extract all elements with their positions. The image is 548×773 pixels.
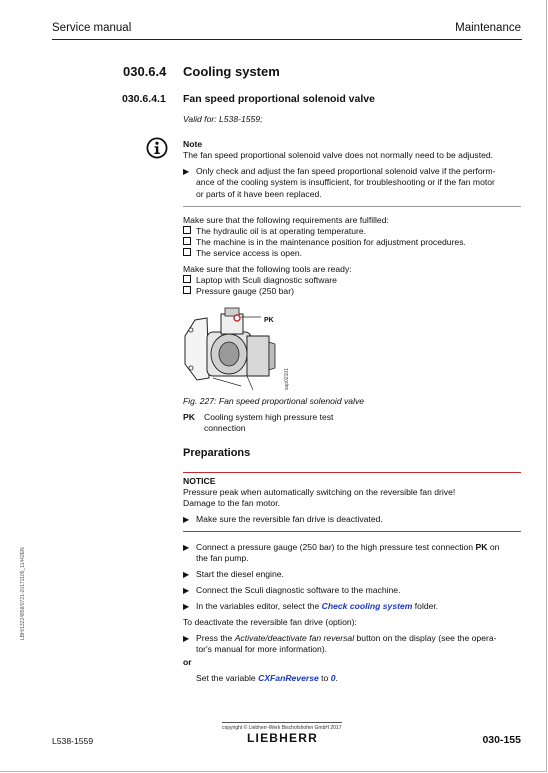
footer-model: L538-1559 (52, 736, 94, 746)
checkbox-icon (183, 286, 191, 294)
preparations-heading: Preparations (183, 447, 251, 459)
tool-item: Pressure gauge (250 bar) (183, 286, 294, 297)
triangle-bullet-icon: ▶ (183, 602, 190, 611)
tools-intro: Make sure that the following tools are ready: (183, 264, 352, 274)
note-text: The fan speed proportional solenoid valve does not normally need to be adjusted. (183, 150, 494, 160)
requirement-item: The hydraulic oil is at operating temperature. (183, 226, 366, 237)
note-title: Note (183, 139, 203, 149)
footer-rule (222, 722, 342, 723)
cxfanreverse-link[interactable]: CXFanReverse (258, 673, 319, 683)
notice-title: NOTICE (183, 476, 216, 486)
step-set-variable: Set the variable CXFanReverse to 0. (196, 673, 338, 683)
triangle-bullet-icon: ▶ (183, 167, 190, 176)
notice-bullet: ▶ Make sure the reversible fan drive is deactivated. (183, 514, 383, 524)
or-label: or (183, 657, 192, 667)
info-icon (146, 137, 168, 159)
check-cooling-system-link[interactable]: Check cooling system (321, 601, 413, 611)
triangle-bullet-icon: ▶ (183, 570, 190, 579)
notice-text: Pressure peak when automatically switching on the reversible fan drive! Damage to the fan motor. (183, 487, 456, 509)
header-right: Maintenance (455, 22, 521, 34)
figure-code: sap02101 (284, 368, 290, 390)
triangle-bullet-icon: ▶ (183, 634, 190, 643)
notice-bottom-rule (183, 531, 521, 532)
note-bullet: ▶ Only check and adjust the fan speed proportional solenoid valve if the perform- ance of the cooling system is insufficient, for troubleshooting or if the fan motor or parts of it have been replaced. (183, 166, 496, 199)
step-connect-gauge: ▶ Connect a pressure gauge (250 bar) to the high pressure test connection PK on the fan pump. (183, 542, 500, 564)
triangle-bullet-icon: ▶ (183, 515, 190, 524)
page-number: 030-155 (482, 734, 521, 746)
checkbox-icon (183, 275, 191, 283)
valid-for: Valid for: L538-1559; (183, 114, 263, 124)
triangle-bullet-icon: ▶ (183, 586, 190, 595)
step-start-engine: ▶ Start the diesel engine. (183, 569, 284, 579)
note-divider (183, 206, 521, 207)
requirements-intro: Make sure that the following requirements are fulfilled: (183, 215, 389, 225)
requirement-item: The service access is open. (183, 248, 302, 259)
step-select-folder: ▶ In the variables editor, select the Check cooling system folder. (183, 601, 439, 611)
section-title: Cooling system (183, 64, 280, 79)
liebherr-logo: LIEBHERR (247, 731, 318, 745)
section-number: 030.6.4 (123, 64, 167, 79)
figure-caption: Fig. 227: Fan speed proportional solenoid valve (183, 396, 365, 406)
notice-top-rule (183, 472, 521, 473)
triangle-bullet-icon: ▶ (183, 543, 190, 552)
requirement-item: The machine is in the maintenance position for adjustment procedures. (183, 237, 466, 248)
header-rule (52, 39, 522, 40)
footer-copyright: copyright © Liebherr-Werk Bischofshofen GmbH 2017 (222, 725, 342, 731)
side-document-code: LBH/13224858/0721-20171105_11442EN (20, 547, 26, 640)
legend-text: Cooling system high pressure test connection (204, 412, 334, 434)
deactivate-intro: To deactivate the reversible fan drive (option): (183, 617, 357, 627)
tool-item: Laptop with Sculi diagnostic software (183, 275, 337, 286)
legend-key: PK (183, 412, 195, 422)
subsection-title: Fan speed proportional solenoid valve (183, 93, 375, 105)
header-left: Service manual (52, 22, 132, 34)
subsection-number: 030.6.4.1 (122, 93, 166, 105)
step-connect-software: ▶ Connect the Sculi diagnostic software to the machine. (183, 585, 401, 595)
fan-pump-illustration (181, 306, 301, 396)
checkbox-icon (183, 226, 191, 234)
checkbox-icon (183, 237, 191, 245)
step-press-button: ▶ Press the Activate/deactivate fan reversal button on the display (see the opera- tor's manual for more information). (183, 633, 497, 655)
figure-label-pk: PK (264, 317, 274, 324)
checkbox-icon (183, 248, 191, 256)
